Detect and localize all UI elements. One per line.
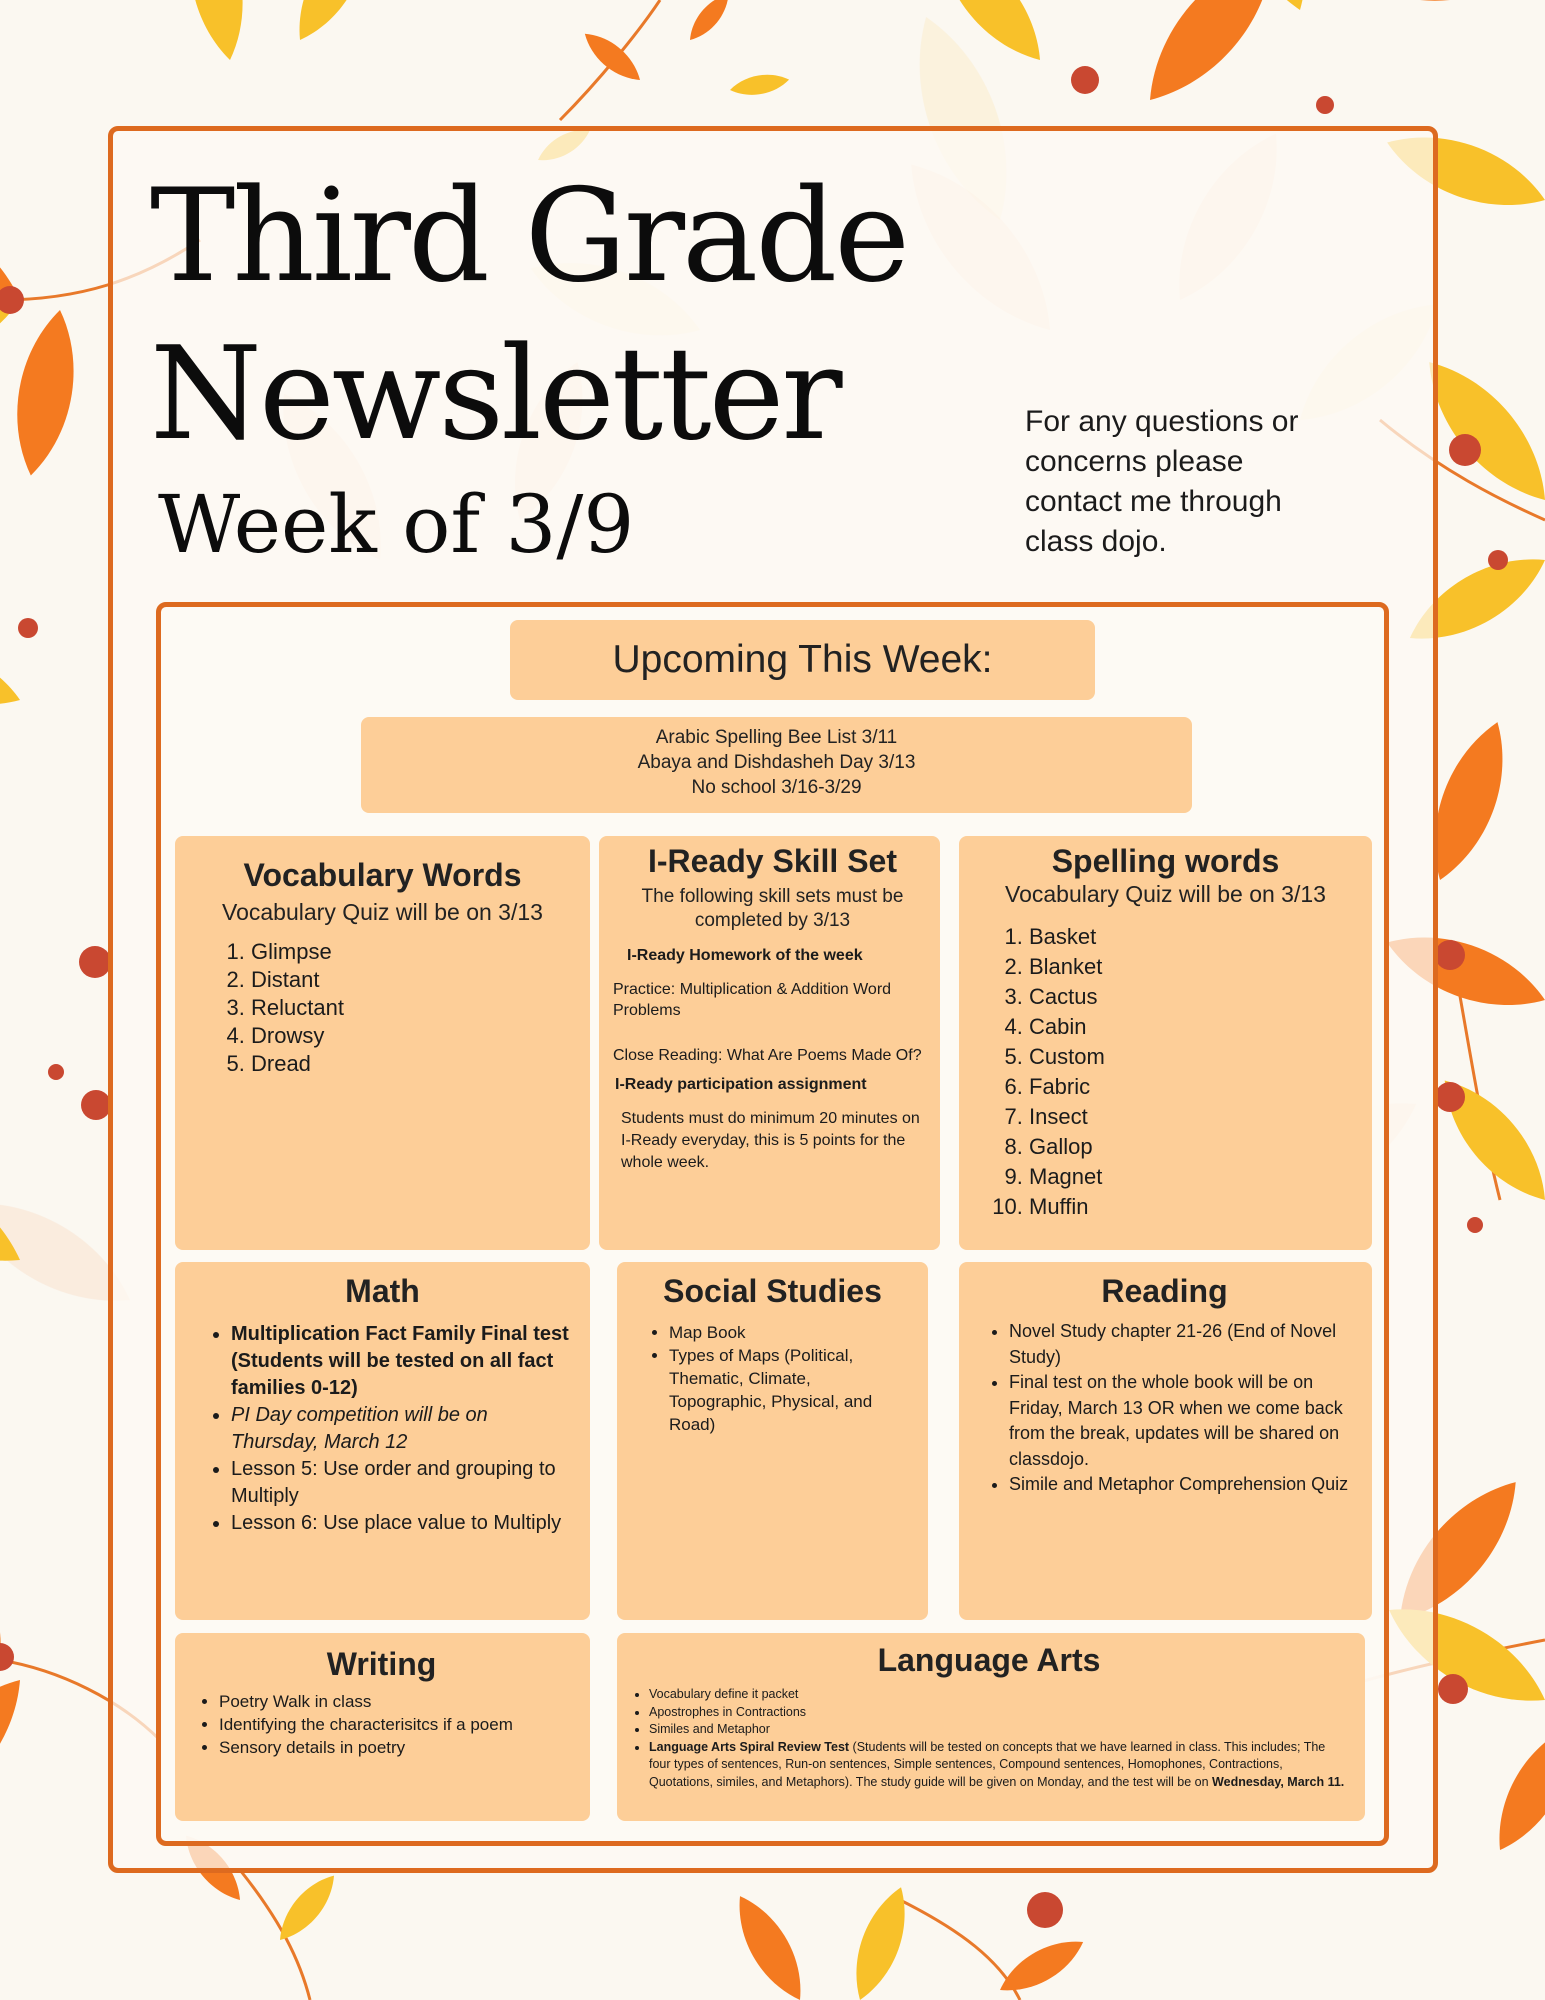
writing-title: Writing <box>326 1646 437 1682</box>
social-studies-item: • Map Book <box>669 1321 912 1344</box>
language-arts-list <box>629 1686 1349 1791</box>
vocabulary-title: Vocabulary Words <box>243 857 522 893</box>
writing-item: • Identifying the characterisitcs if a poem <box>219 1713 574 1736</box>
contact-line: contact me through <box>1025 485 1282 518</box>
contact-note <box>1025 402 1335 562</box>
reading-item: • Simile and Metaphor Comprehension Quiz <box>1009 1472 1356 1498</box>
review-test-text: (Students will be tested on concepts that we have learned in class. This includes; The four types of sentences, Run-on sentences, Simple sentences, Compound sentences, Homophones, Contractions, Quotations, similes, and Metaphors). The study guide will be given on Monday, and the test will be on <box>649 1739 1326 1789</box>
upcoming-heading: Upcoming This Week: <box>510 620 1095 700</box>
language-arts-card <box>617 1633 1365 1821</box>
math-item: • Lesson 5: Use order and grouping to Multiply <box>231 1456 570 1510</box>
spelling-word: 8. Gallop <box>1029 1132 1358 1162</box>
iready-title: I-Ready Skill Set <box>648 843 897 879</box>
language-arts-item: • Similes and Metaphor <box>649 1721 1349 1739</box>
math-item: • Lesson 6: Use place value to Multiply <box>231 1510 570 1537</box>
spelling-subtitle: Vocabulary Quiz will be on 3/13 <box>1005 881 1326 908</box>
week-subtitle: Week of 3/9 <box>158 478 635 571</box>
math-list <box>195 1321 570 1537</box>
event-item: Abaya and Dishdasheh Day 3/13 <box>637 752 916 773</box>
social-studies-card <box>617 1262 928 1620</box>
spelling-word: 4. Cabin <box>1029 1012 1358 1042</box>
social-studies-list <box>633 1321 912 1436</box>
event-item: No school 3/16-3/29 <box>691 777 862 798</box>
vocabulary-word: 3. Reluctant <box>251 994 572 1022</box>
vocabulary-word: 1. Glimpse <box>251 938 572 966</box>
iready-intro: The following skill sets must be completed by 3/13 <box>641 886 904 932</box>
contact-line: concerns please <box>1025 445 1244 478</box>
vocabulary-card <box>175 836 590 1250</box>
iready-participation-heading: I-Ready participation assignment <box>615 1076 867 1094</box>
spelling-card <box>959 836 1372 1250</box>
iready-card <box>599 836 940 1250</box>
review-test-label: Language Arts Spiral Review Test <box>649 1739 850 1754</box>
spelling-word: 2. Blanket <box>1029 952 1358 982</box>
language-arts-title: Language Arts <box>877 1642 1101 1678</box>
language-arts-review-test <box>649 1739 1349 1792</box>
vocabulary-subtitle: Vocabulary Quiz will be on 3/13 <box>222 899 543 926</box>
spelling-word: 3. Cactus <box>1029 982 1358 1012</box>
math-card <box>175 1262 590 1620</box>
spelling-word: 7. Insect <box>1029 1102 1358 1132</box>
review-test-date: Wednesday, March 11. <box>1212 1774 1345 1789</box>
spelling-word: 10. Muffin <box>1029 1192 1358 1222</box>
spelling-word: 9. Magnet <box>1029 1162 1358 1192</box>
reading-item: • Novel Study chapter 21-26 (End of Novel Study) <box>1009 1319 1356 1370</box>
event-item: Arabic Spelling Bee List 3/11 <box>655 727 898 748</box>
iready-participation-text: Students must do minimum 20 minutes on I-Ready everyday, this is 5 points for the whole week. <box>621 1110 920 1172</box>
vocabulary-list <box>193 938 572 1078</box>
writing-item: • Sensory details in poetry <box>219 1736 574 1759</box>
reading-item: • Final test on the whole book will be on Friday, March 13 OR when we come back from the break, updates will be shared on classdojo. <box>1009 1370 1356 1472</box>
reading-card <box>959 1262 1372 1620</box>
vocabulary-word: 2. Distant <box>251 966 572 994</box>
iready-practice: Practice: Multiplication & Addition Word Problems <box>613 981 892 1020</box>
language-arts-item: • Vocabulary define it packet <box>649 1686 1349 1704</box>
reading-list <box>973 1319 1356 1498</box>
spelling-list <box>973 922 1358 1222</box>
newsletter-title-line2: Newsletter <box>150 320 840 469</box>
contact-line: class dojo. <box>1025 525 1167 558</box>
contact-line: For any questions or <box>1025 405 1299 438</box>
upcoming-events <box>361 717 1192 813</box>
math-title: Math <box>345 1273 420 1309</box>
writing-item: • Poetry Walk in class <box>219 1690 574 1713</box>
vocabulary-word: 4. Drowsy <box>251 1022 572 1050</box>
reading-title: Reading <box>1101 1273 1228 1309</box>
writing-list <box>189 1690 574 1759</box>
iready-homework-heading: I-Ready Homework of the week <box>627 947 863 965</box>
vocabulary-word: 5. Dread <box>251 1050 572 1078</box>
social-studies-title: Social Studies <box>663 1273 882 1309</box>
newsletter-title-line1: Third Grade <box>150 162 907 311</box>
spelling-word: 6. Fabric <box>1029 1072 1358 1102</box>
spelling-word: 5. Custom <box>1029 1042 1358 1072</box>
math-item: • Multiplication Fact Family Final test (Students will be tested on all fact families 0-12) <box>231 1321 570 1402</box>
math-item: • PI Day competition will be on Thursday, March 12 <box>231 1402 570 1456</box>
spelling-title: Spelling words <box>1051 843 1280 879</box>
spelling-word: 1. Basket <box>1029 922 1358 952</box>
writing-card <box>175 1633 590 1821</box>
iready-close-reading: Close Reading: What Are Poems Made Of? <box>613 1047 922 1065</box>
social-studies-item: • Types of Maps (Political, Thematic, Climate, Topographic, Physical, and Road) <box>669 1344 912 1436</box>
language-arts-item: • Apostrophes in Contractions <box>649 1704 1349 1722</box>
